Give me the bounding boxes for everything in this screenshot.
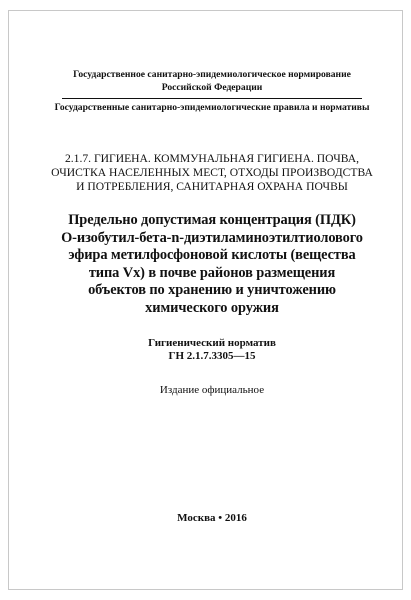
organization-line-1: Государственное санитарно-эпидемиологическое нормирование bbox=[73, 69, 351, 80]
document-series: Государственные санитарно-эпидемиологические правила и нормативы bbox=[54, 102, 370, 113]
norm-code: ГН 2.1.7.3305—15 bbox=[168, 350, 256, 362]
title-line-6: химического оружия bbox=[145, 299, 279, 316]
classification-line-2: ОЧИСТКА НАСЕЛЕННЫХ МЕСТ, ОТХОДЫ ПРОИЗВОДСТВА bbox=[51, 166, 373, 179]
classification-line-1: 2.1.7. ГИГИЕНА. КОММУНАЛЬНАЯ ГИГИЕНА. ПОЧВА, bbox=[64, 152, 360, 165]
norm-type: Гигиенический норматив bbox=[148, 337, 276, 349]
organization-line-2: Российской Федерации bbox=[161, 82, 263, 93]
title-line-3: эфира метилфосфоновой кислоты (вещества bbox=[68, 247, 356, 263]
norm-designation bbox=[80, 337, 344, 363]
publication-imprint: Москва • 2016 bbox=[177, 512, 247, 524]
title-line-4: типа Vx) в почве районов размещения bbox=[88, 264, 336, 281]
title-line-5: объектов по хранению и уничтожению bbox=[88, 282, 336, 298]
title-line-2: О-изобутил-бета-n-диэтиламиноэтилтиолового bbox=[61, 229, 363, 246]
edition-label: Издание официальное bbox=[159, 384, 265, 396]
classification-line-3: И ПОТРЕБЛЕНИЯ, САНИТАРНАЯ ОХРАНА ПОЧВЫ bbox=[76, 180, 348, 193]
header-divider bbox=[62, 98, 362, 99]
classification-heading bbox=[40, 152, 384, 194]
document-title bbox=[36, 212, 388, 317]
issuing-organization bbox=[62, 68, 362, 94]
title-line-1: Предельно допустимая концентрация (ПДК) bbox=[68, 212, 356, 228]
